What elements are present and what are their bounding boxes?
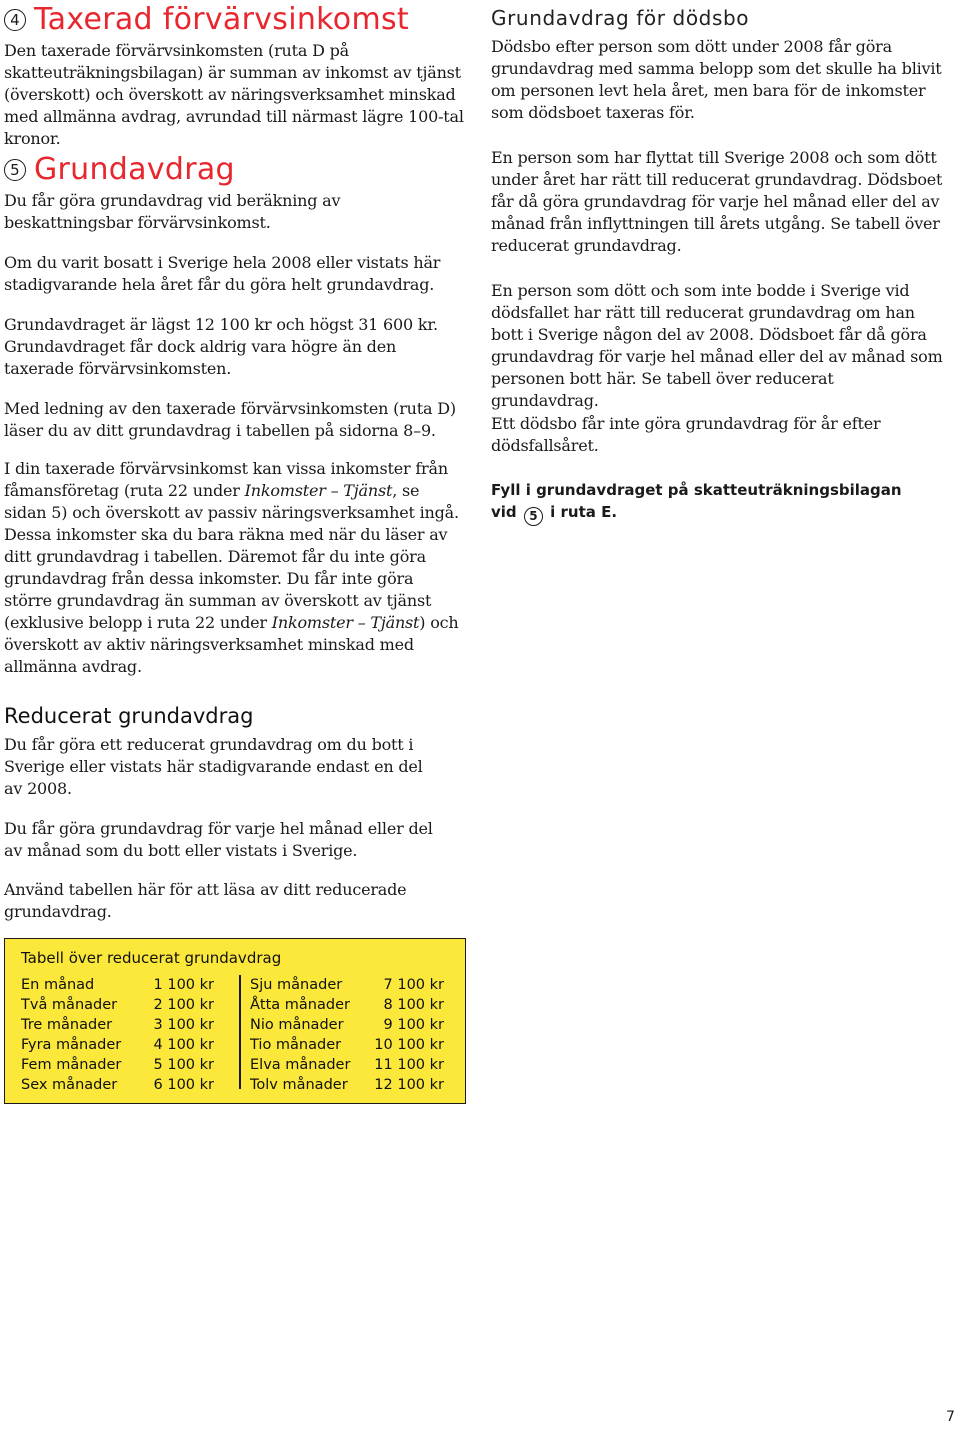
- amount-value: 3 100 kr: [153, 1017, 214, 1033]
- section5-reference-badge: 5: [524, 507, 543, 526]
- table-row: [21, 995, 214, 1015]
- dodsbo-paragraph-4: Ett dödsbo får inte göra grundavdrag för år efter dödsfallsåret.: [491, 414, 881, 455]
- table-divider: [239, 975, 241, 1089]
- month-label: Tre månader: [21, 1017, 113, 1033]
- reducerat-paragraph-2: Du får göra grundavdrag för varje hel månad eller del av månad som du bott eller vistats i Sverige.: [4, 819, 433, 860]
- section5-number-badge: 5: [4, 159, 26, 181]
- amount-value: 11 100 kr: [374, 1057, 444, 1073]
- reducerat-paragraph-3: Använd tabellen här för att läsa av ditt reducerade grundavdrag.: [4, 880, 407, 921]
- p5-part-a: I din taxerade förvärvsinkomst kan vissa inkomster från fåmansföretag (ruta 22 under: [4, 459, 448, 500]
- table-column-left: [21, 975, 214, 1095]
- amount-value: 9 100 kr: [383, 1017, 444, 1033]
- month-label: En månad: [21, 977, 95, 993]
- section5-paragraph-1: Du får göra grundavdrag vid beräkning av beskattningsbar förvärvsinkomst.: [4, 191, 341, 232]
- month-label: Sju månader: [250, 977, 343, 993]
- section4-text: Den taxerade förvärvsinkomsten (ruta D på skatteuträkningsbilagan) är summan av inkomst av tjänst (överskott) och överskott av näringsverksamhet minskad med allmänna avdrag, avrundad till närmast lägre 100-tal kronor.: [4, 41, 464, 148]
- dodsbo-paragraph-2: En person som har flyttat till Sverige 2008 och som dött under året har rätt till reducerat grundavdrag. Dödsboet får då göra grundavdrag för varje hel månad eller del av månad från inflyttningen till årets utgång. Se tabell över reducerat grundavdrag.: [491, 148, 943, 255]
- table-row: [250, 975, 444, 995]
- section5-heading: [4, 153, 235, 187]
- p5-italic-1: Inkomster – Tjänst: [244, 481, 393, 500]
- dodsbo-heading: Grundavdrag för dödsbo: [491, 6, 750, 30]
- amount-value: 12 100 kr: [374, 1077, 444, 1093]
- section4-heading: [4, 3, 409, 37]
- amount-value: 1 100 kr: [153, 977, 214, 993]
- month-label: Fem månader: [21, 1057, 122, 1073]
- section4-number-badge: 4: [4, 9, 26, 31]
- month-label: Tio månader: [250, 1037, 342, 1053]
- month-label: Åtta månader: [250, 997, 350, 1013]
- table-title: Tabell över reducerat grundavdrag: [21, 949, 282, 967]
- amount-value: 6 100 kr: [153, 1077, 214, 1093]
- instruction-text-b: i ruta E.: [550, 503, 618, 521]
- month-label: Två månader: [21, 997, 118, 1013]
- section5-paragraph-2: Om du varit bosatt i Sverige hela 2008 eller vistats här stadigvarande hela året får du göra helt grundavdrag.: [4, 253, 441, 294]
- month-label: Fyra månader: [21, 1037, 122, 1053]
- p5-part-c: ) och överskott av aktiv näringsverksamhet minskad med allmänna avdrag.: [4, 613, 459, 676]
- month-label: Tolv månader: [250, 1077, 348, 1093]
- month-label: Elva månader: [250, 1057, 351, 1073]
- reduced-allowance-table: [4, 938, 466, 1104]
- table-row: [250, 1035, 444, 1055]
- table-row: [21, 1015, 214, 1035]
- p5-part-b: , se sidan 5) och överskott av passiv näringsverksamhet ingå. Dessa inkomster ska du bara räkna med när du läser av ditt grundavdrag i tabellen. Däremot får du inte göra grundavdrag från dessa inkomster. Du får inte göra större grundavdrag än summan av överskott av tjänst (exklusive belopp i ruta 22 under: [4, 481, 459, 632]
- table-row: [21, 1055, 214, 1075]
- dodsbo-paragraph-1: Dödsbo efter person som dött under 2008 får göra grundavdrag med samma belopp som det skulle ha blivit om personen levt hela året, men bara för de inkomster som dödsboet taxeras för.: [491, 37, 942, 122]
- reducerat-paragraph-1: Du får göra ett reducerat grundavdrag om du bott i Sverige eller vistats här stadigvarande endast en del av 2008.: [4, 735, 423, 798]
- table-row: [21, 1035, 214, 1055]
- section5-title: Grundavdrag: [34, 152, 235, 187]
- table-row: [250, 1055, 444, 1075]
- page-number: 7: [946, 1409, 955, 1425]
- table-column-right: [250, 975, 444, 1095]
- table-row: [250, 1015, 444, 1035]
- amount-value: 4 100 kr: [153, 1037, 214, 1053]
- month-label: Nio månader: [250, 1017, 344, 1033]
- table-row: [250, 1075, 444, 1095]
- p5-italic-2: Inkomster – Tjänst: [271, 613, 420, 632]
- section4-title: Taxerad förvärvsinkomst: [34, 2, 409, 37]
- section5-paragraph-4: Med ledning av den taxerade förvärvsinkomsten (ruta D) läser du av ditt grundavdrag i tabellen på sidorna 8–9.: [4, 399, 456, 440]
- amount-value: 2 100 kr: [153, 997, 214, 1013]
- section5-paragraph-3: Grundavdraget är lägst 12 100 kr och högst 31 600 kr. Grundavdraget får dock aldrig vara högre än den taxerade förvärvsinkomsten.: [4, 315, 438, 378]
- amount-value: 8 100 kr: [383, 997, 444, 1013]
- instruction-text-a: Fyll i grundavdraget på skatteuträkningsbilagan vid: [491, 481, 902, 521]
- dodsbo-instruction: [491, 479, 931, 526]
- amount-value: 10 100 kr: [374, 1037, 444, 1053]
- table-row: [21, 975, 214, 995]
- month-label: Sex månader: [21, 1077, 118, 1093]
- amount-value: 5 100 kr: [153, 1057, 214, 1073]
- dodsbo-paragraph-3: En person som dött och som inte bodde i Sverige vid dödsfallet har rätt till reducerat grundavdrag om han bott i Sverige någon del av 2008. Dödsboet får då göra grundavdrag för varje hel månad eller del av månad som personen bott här. Se tabell över reducerat grundavdrag.: [491, 281, 943, 410]
- section5-paragraph-5: [4, 458, 466, 678]
- reducerat-heading: Reducerat grundavdrag: [4, 704, 254, 728]
- table-row: [250, 995, 444, 1015]
- amount-value: 7 100 kr: [383, 977, 444, 993]
- table-row: [21, 1075, 214, 1095]
